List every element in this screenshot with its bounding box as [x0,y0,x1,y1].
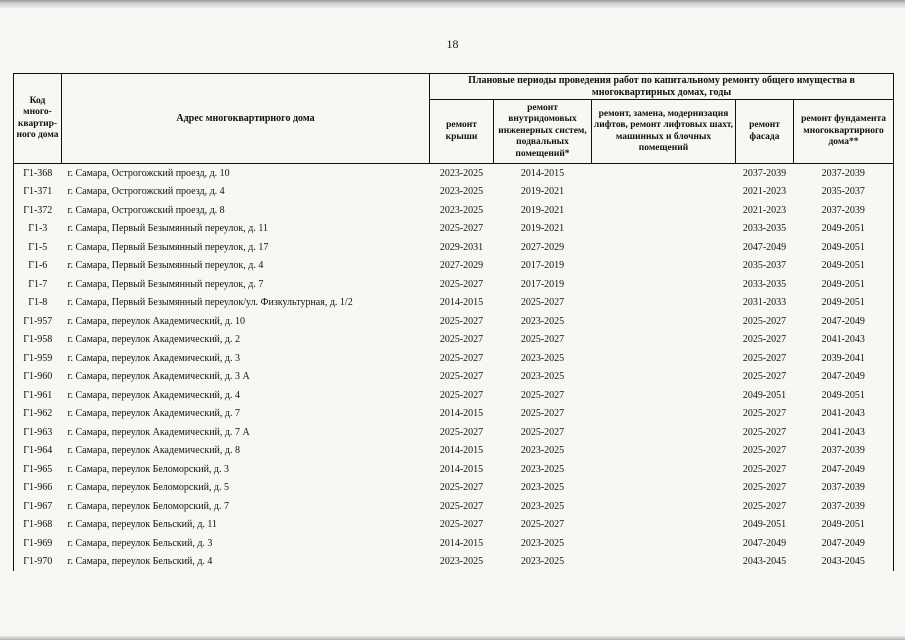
cell-elevators [592,164,736,183]
scan-top-edge [0,0,905,8]
cell-engineering: 2025-2027 [520,519,565,531]
cell-roof: 2014-2015 [439,408,484,420]
header-facade: ремонт фасада [736,100,794,164]
cell-code: Г1-3 [14,220,62,239]
table-row [14,275,894,294]
cell-roof: 2027-2029 [439,260,484,272]
cell-address: г. Самара, Первый Безымянный переулок, д. 4 [67,260,264,272]
cell-facade: 2025-2027 [742,445,787,457]
cell-foundation: 2047-2049 [794,460,894,479]
cell-elevators [592,312,736,331]
header-roof: ремонт крыши [430,100,494,164]
table-row [14,423,894,442]
cell-facade: 2021-2023 [742,204,787,216]
cell-facade: 2033-2035 [742,223,787,235]
cell-foundation: 2049-2051 [794,275,894,294]
cell-roof: 2023-2025 [439,186,484,198]
cell-engineering: 2014-2015 [520,167,565,179]
table-row [14,201,894,220]
cell-roof: 2023-2025 [439,204,484,216]
cell-roof: 2025-2027 [439,426,484,438]
cell-foundation: 2037-2039 [794,479,894,498]
cell-facade: 2049-2051 [742,519,787,531]
cell-roof: 2025-2027 [439,278,484,290]
cell-facade: 2025-2027 [742,426,787,438]
cell-engineering: 2017-2019 [520,260,565,272]
table-row [14,497,894,516]
cell-code: Г1-963 [14,423,62,442]
cell-foundation: 2049-2051 [794,238,894,257]
cell-elevators [592,516,736,535]
table-row [14,238,894,257]
cell-roof: 2023-2025 [439,167,484,179]
cell-facade: 2025-2027 [742,463,787,475]
cell-roof: 2025-2027 [439,223,484,235]
cell-address: г. Самара, переулок Академический, д. 7 А [67,426,250,438]
table-row [14,368,894,387]
cell-facade: 2035-2037 [742,260,787,272]
cell-code: Г1-959 [14,349,62,368]
cell-roof: 2025-2027 [439,352,484,364]
cell-foundation: 2041-2043 [794,423,894,442]
table-row [14,220,894,239]
table-row [14,405,894,424]
cell-facade: 2025-2027 [742,315,787,327]
cell-address: г. Самара, переулок Академический, д. 2 [67,334,240,346]
table-row [14,294,894,313]
cell-code: Г1-961 [14,386,62,405]
cell-address: г. Самара, переулок Беломорский, д. 3 [67,463,230,475]
cell-elevators [592,331,736,350]
cell-roof: 2014-2015 [439,445,484,457]
cell-roof: 2025-2027 [439,334,484,346]
cell-engineering: 2027-2029 [520,241,565,253]
cell-facade: 2025-2027 [742,500,787,512]
cell-facade: 2025-2027 [742,482,787,494]
table-row [14,257,894,276]
cell-elevators [592,275,736,294]
cell-engineering: 2019-2021 [520,223,565,235]
cell-code: Г1-371 [14,183,62,202]
cell-engineering: 2023-2025 [520,315,565,327]
cell-foundation: 2049-2051 [794,386,894,405]
page-number: 18 [446,37,459,51]
cell-foundation: 2047-2049 [794,368,894,387]
header-engineering: ремонт внутридомовых инженерных систем, подвальных помещений* [494,100,592,164]
table-row [14,331,894,350]
cell-code: Г1-372 [14,201,62,220]
table-header [14,74,894,164]
table-row [14,553,894,572]
cell-facade: 2021-2023 [742,186,787,198]
cell-elevators [592,386,736,405]
cell-address: г. Самара, переулок Академический, д. 8 [67,445,240,457]
cell-foundation: 2037-2039 [794,164,894,183]
cell-foundation: 2049-2051 [794,220,894,239]
cell-facade: 2025-2027 [742,352,787,364]
cell-foundation: 2047-2049 [794,312,894,331]
cell-engineering: 2025-2027 [520,334,565,346]
cell-foundation: 2041-2043 [794,331,894,350]
cell-code: Г1-970 [14,553,62,572]
cell-address: г. Самара, переулок Академический, д. 3 [67,352,240,364]
cell-foundation: 2037-2039 [794,201,894,220]
cell-code: Г1-6 [14,257,62,276]
cell-facade: 2025-2027 [742,371,787,383]
cell-address: г. Самара, переулок Бельский, д. 3 [67,537,213,549]
cell-roof: 2014-2015 [439,537,484,549]
cell-elevators [592,442,736,461]
header-address: Адрес многоквартирного дома [62,74,430,164]
cell-facade: 2043-2045 [742,556,787,568]
cell-code: Г1-969 [14,534,62,553]
cell-engineering: 2023-2025 [520,556,565,568]
cell-address: г. Самара, Первый Безымянный переулок, д. 17 [67,241,269,253]
cell-foundation: 2049-2051 [794,294,894,313]
cell-foundation: 2041-2043 [794,405,894,424]
cell-address: г. Самара, Острогожский проезд, д. 10 [67,167,230,179]
cell-engineering: 2025-2027 [520,297,565,309]
cell-code: Г1-8 [14,294,62,313]
scan-bottom-edge [0,636,905,640]
cell-code: Г1-964 [14,442,62,461]
cell-code: Г1-967 [14,497,62,516]
cell-facade: 2025-2027 [742,408,787,420]
cell-address: г. Самара, Первый Безымянный переулок, д. 7 [67,278,264,290]
cell-facade: 2025-2027 [742,334,787,346]
table-row [14,312,894,331]
cell-engineering: 2025-2027 [520,389,565,401]
cell-elevators [592,257,736,276]
cell-address: г. Самара, переулок Беломорский, д. 5 [67,482,230,494]
cell-code: Г1-958 [14,331,62,350]
cell-address: г. Самара, Первый Безымянный переулок/ул. Физкультурная, д. 1/2 [67,297,353,309]
cell-roof: 2025-2027 [439,519,484,531]
cell-code: Г1-7 [14,275,62,294]
cell-code: Г1-966 [14,479,62,498]
cell-address: г. Самара, переулок Бельский, д. 4 [67,556,213,568]
cell-foundation: 2037-2039 [794,497,894,516]
cell-address: г. Самара, Острогожский проезд, д. 8 [67,204,225,216]
cell-engineering: 2025-2027 [520,426,565,438]
cell-foundation: 2039-2041 [794,349,894,368]
cell-roof: 2025-2027 [439,500,484,512]
table-row [14,164,894,183]
cell-foundation: 2049-2051 [794,257,894,276]
cell-code: Г1-965 [14,460,62,479]
cell-elevators [592,201,736,220]
cell-code: Г1-962 [14,405,62,424]
cell-address: г. Самара, Первый Безымянный переулок, д. 11 [67,223,268,235]
cell-address: г. Самара, Острогожский проезд, д. 4 [67,186,225,198]
cell-address: г. Самара, переулок Академический, д. 7 [67,408,240,420]
cell-foundation: 2043-2045 [794,553,894,572]
cell-code: Г1-960 [14,368,62,387]
cell-engineering: 2025-2027 [520,408,565,420]
cell-elevators [592,368,736,387]
cell-roof: 2014-2015 [439,463,484,475]
cell-elevators [592,294,736,313]
header-elevators: ремонт, замена, модернизация лифтов, ремонт лифтовых шахт, машинных и блочных помещений [592,100,736,164]
cell-engineering: 2017-2019 [520,278,565,290]
cell-address: г. Самара, переулок Академический, д. 4 [67,389,240,401]
cell-engineering: 2023-2025 [520,463,565,475]
cell-foundation: 2035-2037 [794,183,894,202]
cell-code: Г1-968 [14,516,62,535]
cell-roof: 2014-2015 [439,297,484,309]
cell-foundation: 2047-2049 [794,534,894,553]
cell-roof: 2023-2025 [439,556,484,568]
table-row [14,479,894,498]
table-row [14,442,894,461]
cell-roof: 2029-2031 [439,241,484,253]
table-row [14,386,894,405]
cell-engineering: 2023-2025 [520,445,565,457]
cell-foundation: 2049-2051 [794,516,894,535]
cell-roof: 2025-2027 [439,389,484,401]
cell-facade: 2037-2039 [742,167,787,179]
cell-address: г. Самара, переулок Академический, д. 3 А [67,371,250,383]
cell-roof: 2025-2027 [439,315,484,327]
cell-roof: 2025-2027 [439,371,484,383]
table-row [14,460,894,479]
cell-elevators [592,349,736,368]
cell-address: г. Самара, переулок Беломорский, д. 7 [67,500,230,512]
cell-elevators [592,183,736,202]
cell-facade: 2031-2033 [742,297,787,309]
cell-elevators [592,460,736,479]
cell-elevators [592,479,736,498]
cell-elevators [592,423,736,442]
cell-address: г. Самара, переулок Бельский, д. 11 [67,519,218,531]
cell-engineering: 2023-2025 [520,371,565,383]
cell-facade: 2047-2049 [742,537,787,549]
cell-foundation: 2037-2039 [794,442,894,461]
header-planned-periods: Плановые периоды проведения работ по капитальному ремонту общего имущества в многоквартирных домах, годы [430,74,894,100]
cell-elevators [592,220,736,239]
table-body [14,164,894,572]
repair-schedule-table [13,73,894,571]
cell-engineering: 2023-2025 [520,500,565,512]
cell-elevators [592,238,736,257]
table-row [14,349,894,368]
cell-elevators [592,497,736,516]
cell-engineering: 2023-2025 [520,352,565,364]
table-row [14,534,894,553]
cell-elevators [592,534,736,553]
cell-elevators [592,405,736,424]
cell-elevators [592,553,736,572]
cell-engineering: 2019-2021 [520,186,565,198]
header-code: Код много-квартир-ного дома [14,74,62,164]
cell-code: Г1-957 [14,312,62,331]
cell-facade: 2049-2051 [742,389,787,401]
table-row [14,516,894,535]
cell-engineering: 2023-2025 [520,537,565,549]
table-row [14,183,894,202]
cell-facade: 2047-2049 [742,241,787,253]
cell-engineering: 2023-2025 [520,482,565,494]
cell-facade: 2033-2035 [742,278,787,290]
header-foundation: ремонт фундамента многоквартирного дома** [794,100,894,164]
cell-engineering: 2019-2021 [520,204,565,216]
cell-code: Г1-5 [14,238,62,257]
cell-address: г. Самара, переулок Академический, д. 10 [67,315,245,327]
cell-roof: 2025-2027 [439,482,484,494]
cell-code: Г1-368 [14,164,62,183]
